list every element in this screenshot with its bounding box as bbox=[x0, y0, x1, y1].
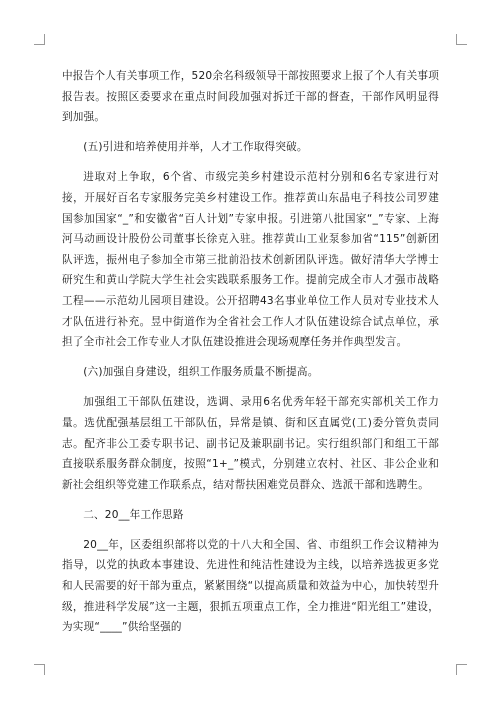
section-heading-six: (六)加强自身建设，组织工作服务质量不断提高。 bbox=[83, 366, 319, 379]
section-heading-five: (五)引进和培养使用并举，人才工作取得突破。 bbox=[83, 141, 308, 154]
paragraph-self-building: 加强组工干部队伍建设，选调、录用6名优秀年轻干部充实部机关工作力量。选优配强基层组工干部队伍，异常是镇、街和区直属党(工)委分管负责同志。配齐非公工委专职书记、副书记及兼职副书记。实行组织部门和组工干部直接联系服务群众制度，按照“1+_”模式，分别建立农村、社区、非公企业和新社会组织等党建工作联系点，结对帮扶困难党员群众、选派干部和选聘生。 bbox=[62, 396, 439, 491]
crop-mark-bottom-right bbox=[456, 664, 467, 675]
section-heading-work-plan: 二、20__年工作思路 bbox=[83, 508, 184, 521]
crop-mark-bottom-left bbox=[34, 664, 45, 675]
paragraph-work-plan: 20__年，区委组织部将以党的十八大和全国、省、市组织工作会议精神为指导，以党的执政本事建设、先进性和纯洁性建设为主线，以培养选拔更多党和人民需要的好干部为重点，紧紧围绕“以提高质量和效益为中心，加快转型升级，推进科学发展”这一主题，狠抓五项重点工作，全力推进“阳光组工”建设，为实现“____”供给坚强的 bbox=[62, 538, 439, 634]
paragraph-continuation: 中报告个人有关事项工作，520余名科级领导干部按照要求上报了个人有关事项报告表。按照区委要求在重点时间段加强对拆迁干部的督查，干部作风明显得到加强。 bbox=[62, 70, 440, 124]
crop-mark-top-left bbox=[34, 34, 45, 45]
document-body bbox=[62, 66, 439, 647]
crop-mark-top-right bbox=[456, 34, 467, 45]
paragraph-talent-work: 进取对上争取，6个省、市级完美乡村建设示范村分别和6名专家进行对接，开展好百名专家服务完美乡村建设工作。推荐黄山东晶电子科技公司罗建国参加国家“_”和安徽省“百人计划”专家申报。引进第八批国家“_”专家、上海河马动画设计股份公司董事长徐克入驻。推荐黄山工业泵参加省“115”创新团队评选，振州电子参加全市第三批前沿技术创新团队评选。做好清华大学博士研究生和黄山学院大学生社会实践联系服务工作。提前完成全市人才强市战略工程——示范幼儿园项目建设。公开招聘43名事业单位工作人员对专业技术人才队伍进行补充。昱中街道作为全省社会工作人才队伍建设综合试点单位，承担了全市社会工作专业人才队伍建设推进会现场观摩任务并作典型发言。 bbox=[62, 171, 439, 349]
